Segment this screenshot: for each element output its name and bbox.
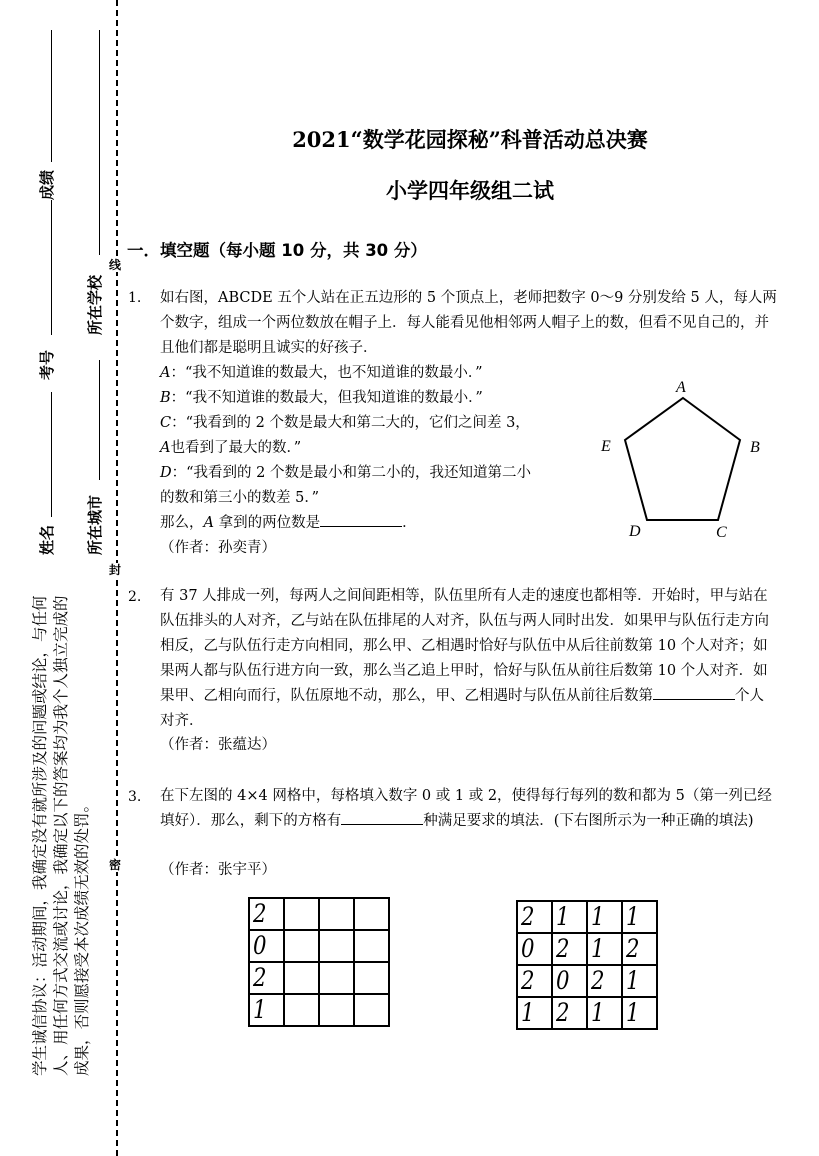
- exam-number-field[interactable]: [51, 200, 52, 335]
- right-grid-row: [517, 997, 657, 1029]
- name-label: 姓名: [38, 524, 56, 555]
- section-title: 一．填空题（每小题 10 分，共 30 分）: [127, 241, 427, 260]
- right-grid-row: [517, 933, 657, 965]
- left-grid-cell[interactable]: [319, 898, 354, 930]
- left-grid-row: [249, 930, 389, 962]
- right-grid-cell: 1: [587, 901, 622, 933]
- left-grid-cell[interactable]: [284, 962, 319, 994]
- right-grid-cell: 1: [622, 997, 657, 1029]
- left-grid: [248, 897, 390, 1027]
- q1-statement-b: B：“我不知道谁的数最大，但我知道谁的数最小．”: [160, 390, 483, 406]
- right-grid-cell: 1: [587, 933, 622, 965]
- seal-mark-seal: 封: [109, 563, 122, 577]
- left-grid-cell[interactable]: [284, 898, 319, 930]
- score-label: 成绩: [38, 169, 56, 200]
- left-grid-cell[interactable]: [354, 962, 389, 994]
- left-grid-row: [249, 962, 389, 994]
- pentagon-label-b: B: [750, 439, 760, 456]
- left-grid-cell[interactable]: [354, 898, 389, 930]
- right-grid-cell: 2: [552, 997, 587, 1029]
- right-grid-cell: 0: [552, 965, 587, 997]
- city-field[interactable]: [99, 360, 100, 480]
- left-grid-cell[interactable]: [284, 994, 319, 1026]
- left-grid-cell[interactable]: [354, 994, 389, 1026]
- q1-statement-c1: C：“我看到的 2 个数是最大和第二大的，它们之间差 3，: [160, 415, 530, 431]
- q1-question: 那么，A 拿到的两位数是 ．: [160, 511, 417, 536]
- left-grid-cell[interactable]: 1: [249, 994, 284, 1026]
- binding-dashed-line: [116, 0, 118, 1156]
- exam-number-label: 考号: [38, 349, 56, 380]
- right-grid-cell: 1: [552, 901, 587, 933]
- left-grid-cell[interactable]: [319, 930, 354, 962]
- right-grid-cell: 1: [622, 901, 657, 933]
- right-grid-cell: 2: [622, 933, 657, 965]
- q3-answer-blank[interactable]: [341, 810, 423, 825]
- q1-statement-d1: D：“我看到的 2 个数是最小和第二小的，我还知道第二小: [160, 465, 531, 481]
- q1-author: （作者：孙奕青）: [160, 540, 276, 556]
- right-grid-row: [517, 901, 657, 933]
- exam-title: 2021“数学花园探秘”科普活动总决赛: [292, 127, 648, 152]
- seal-mark-secret: 密: [109, 858, 122, 872]
- city-label: 所在城市: [86, 494, 104, 555]
- left-grid-row: [249, 898, 389, 930]
- integrity-pledge: 学生诚信协议：活动期间，我确定没有就所涉及的问题或结论，与任何人、用任何方式交流或讨论，我确定以下的答案均为我个人独立完成的成果，否则愿接受本次成绩无效的处罚。: [31, 595, 91, 1076]
- right-grid-cell: 1: [587, 997, 622, 1029]
- right-grid-cell: 1: [517, 997, 552, 1029]
- q1-statement-a: A：“我不知道谁的数最大，也不知道谁的数最小．”: [160, 365, 483, 381]
- right-grid-cell: 2: [552, 933, 587, 965]
- right-grid-cell: 1: [622, 965, 657, 997]
- left-grid-cell[interactable]: [319, 994, 354, 1026]
- right-grid-cell: 2: [517, 965, 552, 997]
- q1-statement-c2: A也看到了最大的数．”: [160, 440, 302, 456]
- exam-subtitle: 小学四年级组二试: [386, 178, 554, 203]
- q3-text: 在下左图的 4×4 网格中，每格填入数字 0 或 1 或 2，使得每行每列的数和都为 5（第一列已经填好）．那么，剩下的方格有 种满足要求的填法．(下右图所示为一种正确的填法): [160, 788, 772, 829]
- q2-text: 有 37 人排成一列，每两人之间间距相等，队伍里所有人走的速度也都相等．开始时，甲与站在队伍排头的人对齐，乙与站在队伍排尾的人对齐，队伍与两人同时出发．如果甲与队伍行走方向相反，乙与队伍行走方向相同，那么甲、乙相遇时恰好与队伍中从后往前数第 10 个人对齐；如果两人都与队伍行进方向一致，那么当乙追上甲时，恰好与队伍从前往后数第 10 个人对齐．如果甲、乙相向而行，队伍原地不动，那么，甲、乙相遇时与队伍从前往后数第 个人对齐．: [160, 588, 769, 729]
- school-label: 所在学校: [86, 274, 104, 335]
- q3-author: （作者：张宇平）: [160, 862, 276, 878]
- right-grid-cell: 2: [517, 901, 552, 933]
- pentagon-label-e: E: [601, 438, 611, 455]
- pentagon-label-d: D: [629, 523, 641, 540]
- pentagon-diagram: [595, 370, 775, 545]
- q1-intro: 如右图，ABCDE 五个人站在正五边形的 5 个顶点上，老师把数字 0～9 分别发给 5 人，每人两个数字，组成一个两位数放在帽子上．每人能看见他相邻两人帽子上的数，但看不见自己的，并且他们都是聪明且诚实的好孩子．: [160, 290, 777, 356]
- left-grid-row: [249, 994, 389, 1026]
- school-field[interactable]: [99, 30, 100, 255]
- q1-answer-blank[interactable]: [320, 512, 402, 527]
- q3-number: 3.: [128, 789, 142, 805]
- left-grid-cell[interactable]: [354, 930, 389, 962]
- q2-answer-blank[interactable]: [653, 685, 735, 700]
- q2-author: （作者：张蕴达）: [160, 737, 276, 753]
- left-grid-cell[interactable]: [284, 930, 319, 962]
- left-grid-cell[interactable]: 2: [249, 962, 284, 994]
- right-grid-cell: 2: [587, 965, 622, 997]
- q1-statement-d2: 的数和第三小的数差 5．”: [160, 490, 319, 506]
- q1-number: 1.: [128, 290, 142, 306]
- score-field[interactable]: [51, 30, 52, 162]
- left-grid-cell[interactable]: [319, 962, 354, 994]
- q2-number: 2.: [128, 589, 142, 605]
- pentagon-label-a: A: [676, 379, 686, 396]
- left-grid-cell[interactable]: 2: [249, 898, 284, 930]
- right-grid-row: [517, 965, 657, 997]
- right-grid: [516, 900, 658, 1030]
- pentagon-label-c: C: [716, 524, 727, 541]
- seal-mark-line: 线: [109, 258, 122, 272]
- left-grid-cell[interactable]: 0: [249, 930, 284, 962]
- name-field[interactable]: [51, 392, 52, 517]
- right-grid-cell: 0: [517, 933, 552, 965]
